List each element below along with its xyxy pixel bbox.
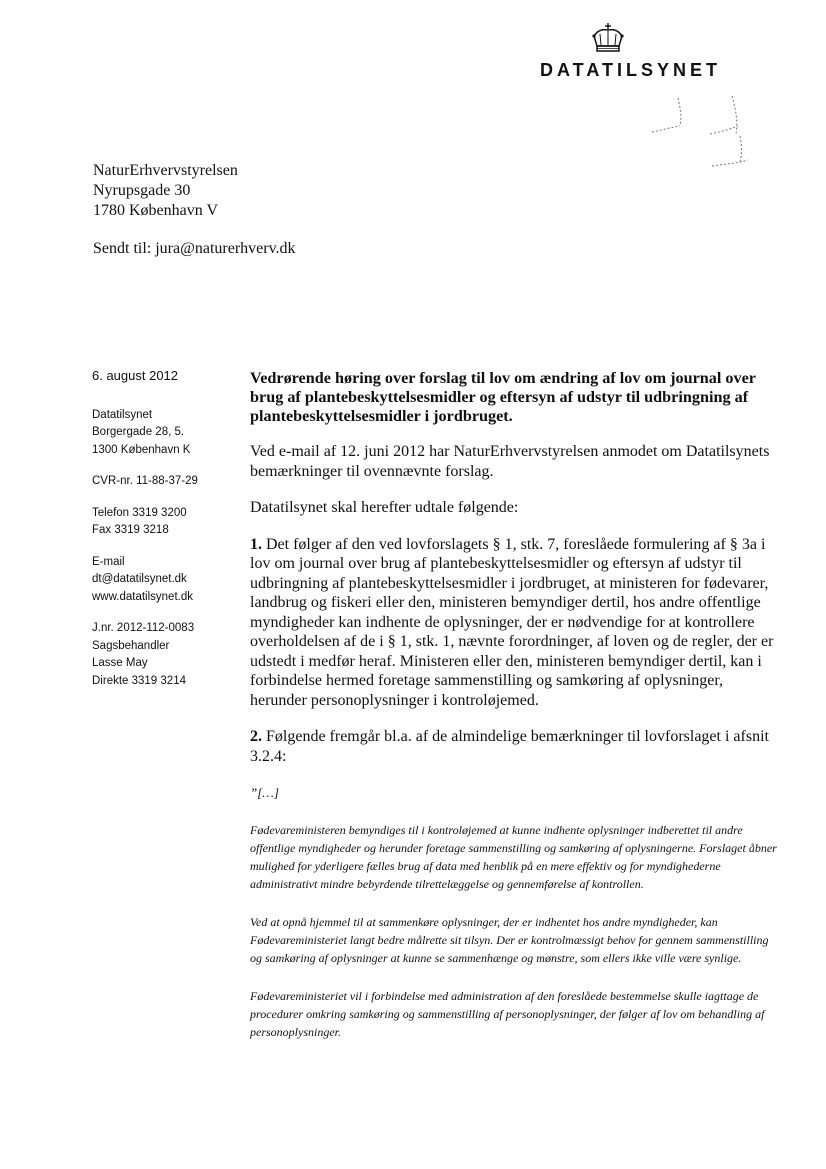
subject-heading: Vedrørende høring over forslag til lov om ændring af lov om journal over brug af plantebeskyttelsesmidler og eftersyn af udstyr til udbringning af plantebeskyttelsesmidler i jordbruget. <box>250 369 756 425</box>
recipient-street: Nyrupsgade 30 <box>93 182 191 199</box>
handler-name: Lasse May <box>92 657 148 669</box>
sender-street: Borgergade 28, 5. <box>92 426 185 438</box>
quote-open: ”[…] <box>250 785 279 800</box>
point-two-text: Følgende fremgår bl.a. af de almindelige bemærkninger til lovforslaget i afsnit 3.2.4: <box>250 728 769 765</box>
sent-to-line: Sendt til: jura@naturerhverv.dk <box>93 240 296 257</box>
handwritten-number-icon <box>640 88 760 178</box>
point-two-number: 2. <box>250 728 262 745</box>
intro-paragraph: Ved e-mail af 12. juni 2012 har NaturErhvervstyrelsen anmodet om Datatilsynets bemærkninger til ovennævnte forslag. <box>250 443 770 480</box>
crown-icon <box>590 22 626 56</box>
email-label: E-mail <box>92 555 125 568</box>
quote-paragraph-2: Ved at opnå hjemmel til at sammenkøre oplysninger, der er indhentet hos andre myndigheder, kan Fødevareministeriet langt bedre målrette sit tilsyn. Der er kontrolmæssigt behov for gennem sammenstilling og samkøring af oplysninger at kunne se sammenhænge og mønstre, som ellers ikke ville være synlige. <box>250 914 769 965</box>
website: www.datatilsynet.dk <box>92 590 193 603</box>
sender-address <box>92 407 232 460</box>
sender-sidebar <box>92 367 232 704</box>
quote-paragraph-3: Fødevareministeriet vil i forbindelse med administration af den foreslåede bestemmelse skulle iagttage de procedurer omkring samkøring og sammenstilling af personoplysninger, der følger af lov om behandling af personoplysninger. <box>250 988 765 1039</box>
brand-name: DATATILSYNET <box>540 60 721 80</box>
fax-number: Fax 3319 3218 <box>92 524 169 536</box>
point-one-number: 1. <box>250 535 262 553</box>
statement-paragraph: Datatilsynet skal herefter udtale følgende: <box>250 499 519 516</box>
point-one-paragraph <box>250 535 778 711</box>
email-address: dt@datatilsynet.dk <box>92 573 187 585</box>
sender-name: Datatilsynet <box>92 408 153 421</box>
point-one-text: Det følger af den ved lovforslagets § 1, stk. 7, foreslåede formulering af § 3a i lov om journal over brug af plantebeskyttelsesmidler og eftersyn af udstyr til udbringning af plantebeskyttelsesmidler i jordbruget, at ministeren for fødevarer, landbrug og fiskeri eller den, ministeren bemyndiger dertil, hos andre offentlige myndigheder kan indhente de oplysninger, der er nødvendige for at kontrollere overholdelsen af de i § 1, stk. 1, nævnte forordninger, af loven og de regler, der er udstedt i medfør heraf. Ministeren eller den, ministeren bemyndiger dertil, kan i forbindelse hermed foretage sammenstilling og samkøring af oplysninger, herunder personoplysninger i kontroløjemed. <box>250 535 774 709</box>
recipient-name: NaturErhvervstyrelsen <box>93 162 238 179</box>
case-block <box>92 620 232 690</box>
journal-number: J.nr. 2012-112-0083 <box>92 622 195 634</box>
phone-number: Telefon 3319 3200 <box>92 506 187 519</box>
recipient-address <box>93 161 238 221</box>
direct-phone: Direkte 3319 3214 <box>92 674 186 687</box>
cvr-number: CVR-nr. 11-88-37-29 <box>92 475 198 487</box>
point-two-paragraph <box>250 727 778 766</box>
letter-body <box>250 369 778 1061</box>
letter-date: 6. august 2012 <box>92 368 179 383</box>
recipient-city: 1780 København V <box>93 202 219 219</box>
contact-block <box>92 554 232 607</box>
sender-city: 1300 København K <box>92 443 191 456</box>
quote-paragraph-1: Fødevareministeren bemyndiges til i kontroløjemed at kunne indhente oplysninger indberettet til andre offentlige myndigheder og herunder foretage sammenstilling og samkøring af oplysningerne. Forslaget åbner mulighed for yderligere fælles brug af data med henblik på en mere effektiv og for myndighederne administrativt mindre bebyrdende tilrettelæggelse og gennemførelse af kontrollen. <box>250 822 777 891</box>
phone-block <box>92 505 232 540</box>
handler-label: Sagsbehandler <box>92 639 170 652</box>
